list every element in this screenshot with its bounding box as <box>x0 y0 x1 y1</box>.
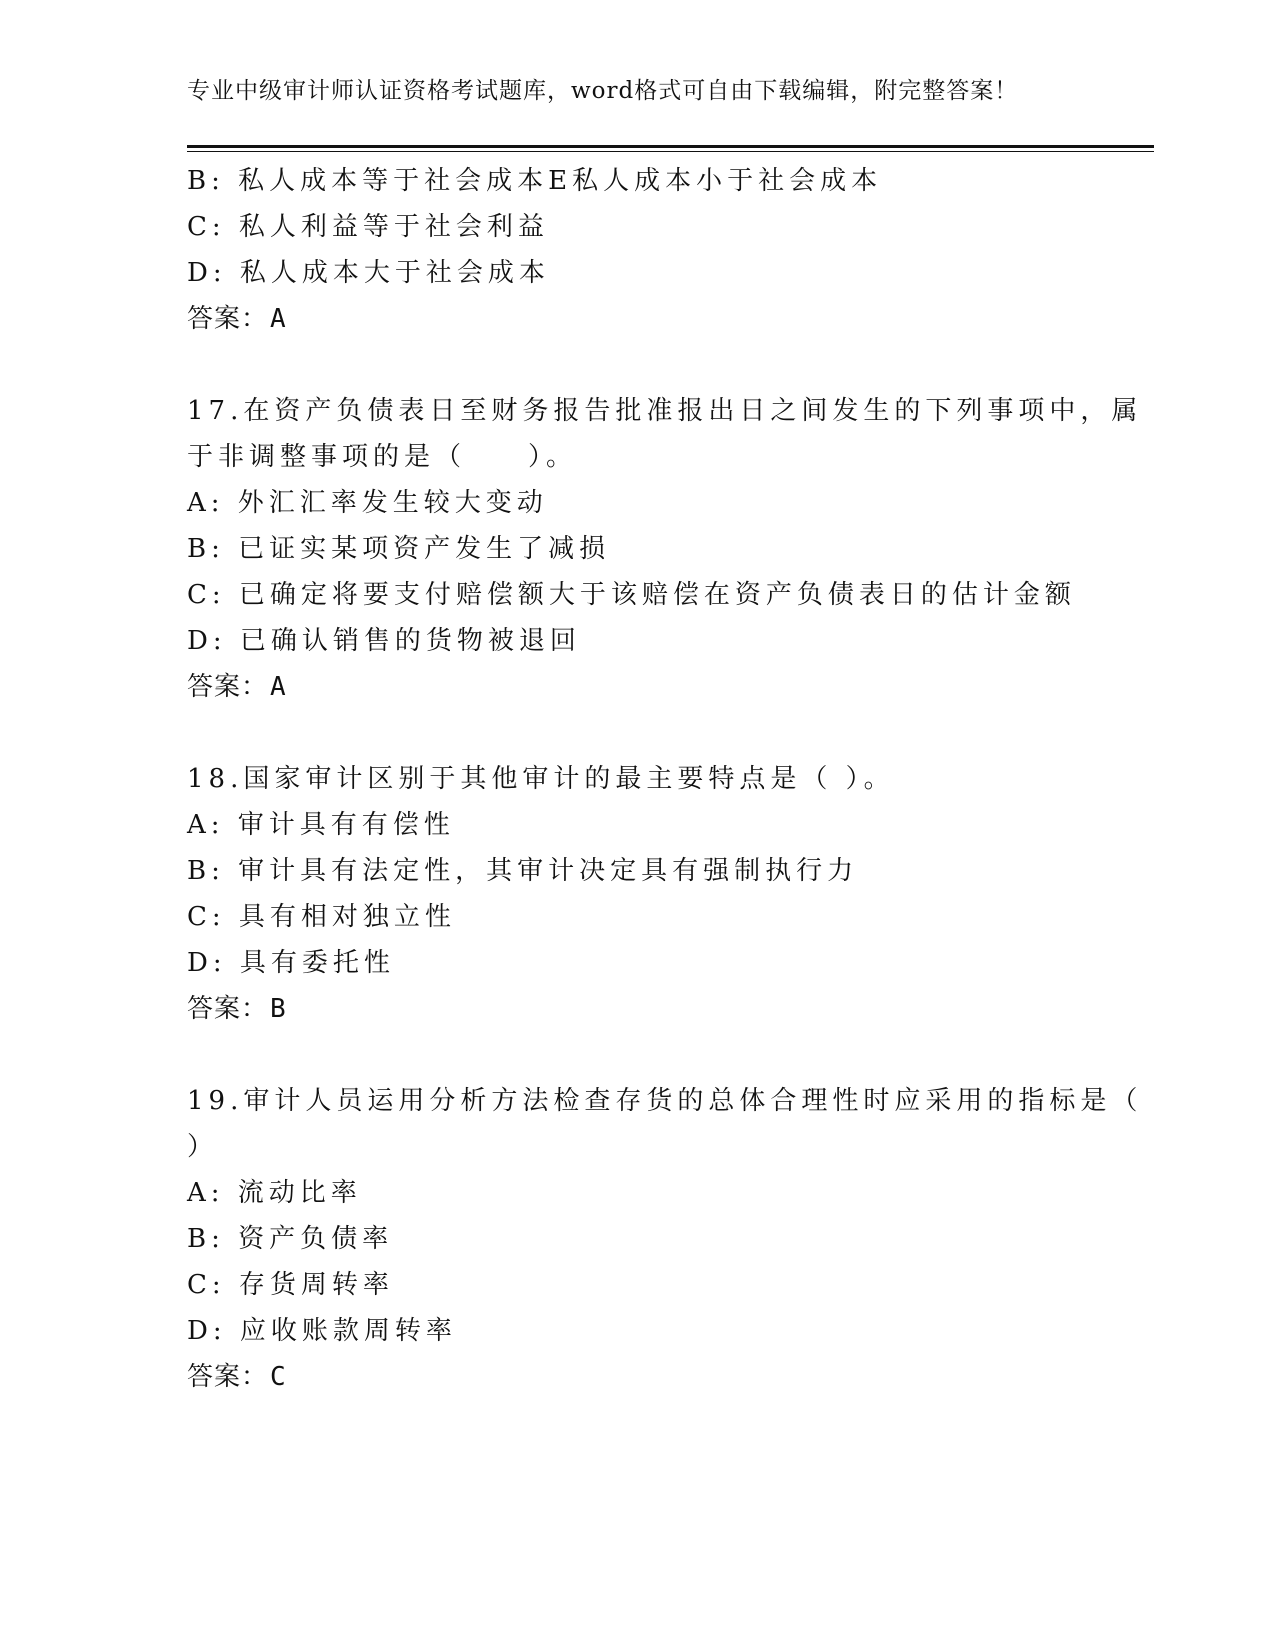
option-b: B: 私人成本等于社会成本E私人成本小于社会成本 <box>187 166 883 196</box>
answer-value: A <box>270 672 287 702</box>
option-b: B: 已证实某项资产发生了减损 <box>187 534 611 564</box>
question-stem-cont: 于非调整事项的是（ ）。 <box>187 442 578 472</box>
answer-label: 答案： <box>187 1362 269 1392</box>
question-stem: 19.审计人员运用分析方法检查存货的总体合理性时应采用的指标是（ <box>187 1086 1143 1116</box>
option-a: A: 外汇汇率发生较大变动 <box>187 488 548 518</box>
answer-line <box>187 986 1087 1032</box>
question-19 <box>187 1078 1143 1400</box>
option-d: D: 应收账款周转率 <box>187 1316 457 1346</box>
option-d: D: 已确认销售的货物被退回 <box>187 626 581 656</box>
answer-line <box>187 296 1087 342</box>
option-a: A: 流动比率 <box>187 1178 362 1208</box>
spacer <box>187 1032 1087 1078</box>
option-a: A: 审计具有有偿性 <box>187 810 455 840</box>
header-rule-thick <box>187 145 1154 148</box>
answer-line <box>187 664 1087 710</box>
answer-value: C <box>270 1362 287 1392</box>
question-stem: 17.在资产负债表日至财务报告批准报出日之间发生的下列事项中，属 <box>187 396 1143 426</box>
spacer <box>187 710 1087 756</box>
header-rule-thin <box>187 151 1154 152</box>
question-stem-cont: ） <box>187 1132 219 1162</box>
option-c: C: 具有相对独立性 <box>187 902 456 932</box>
answer-label: 答案： <box>187 994 269 1024</box>
question-16-continuation <box>187 158 1087 342</box>
option-b: B: 资产负债率 <box>187 1224 394 1254</box>
option-c: C: 已确定将要支付赔偿额大于该赔偿在资产负债表日的估计金额 <box>187 580 1076 610</box>
question-stem: 18.国家审计区别于其他审计的最主要特点是（ ）。 <box>187 764 895 794</box>
option-d: D: 私人成本大于社会成本 <box>187 258 550 288</box>
answer-label: 答案： <box>187 304 269 334</box>
spacer <box>187 342 1087 388</box>
option-c: C: 私人利益等于社会利益 <box>187 212 549 242</box>
answer-value: A <box>270 304 287 334</box>
question-17 <box>187 388 1143 710</box>
question-content <box>187 158 1143 1400</box>
answer-line <box>187 1354 1087 1400</box>
option-b: B: 审计具有法定性，其审计决定具有强制执行力 <box>187 856 859 886</box>
option-c: C: 存货周转率 <box>187 1270 394 1300</box>
answer-value: B <box>270 994 287 1024</box>
page-header: 专业中级审计师认证资格考试题库，word格式可自由下载编辑，附完整答案！ <box>187 78 1019 104</box>
answer-label: 答案： <box>187 672 269 702</box>
question-18 <box>187 756 1087 1032</box>
option-d: D: 具有委托性 <box>187 948 395 978</box>
